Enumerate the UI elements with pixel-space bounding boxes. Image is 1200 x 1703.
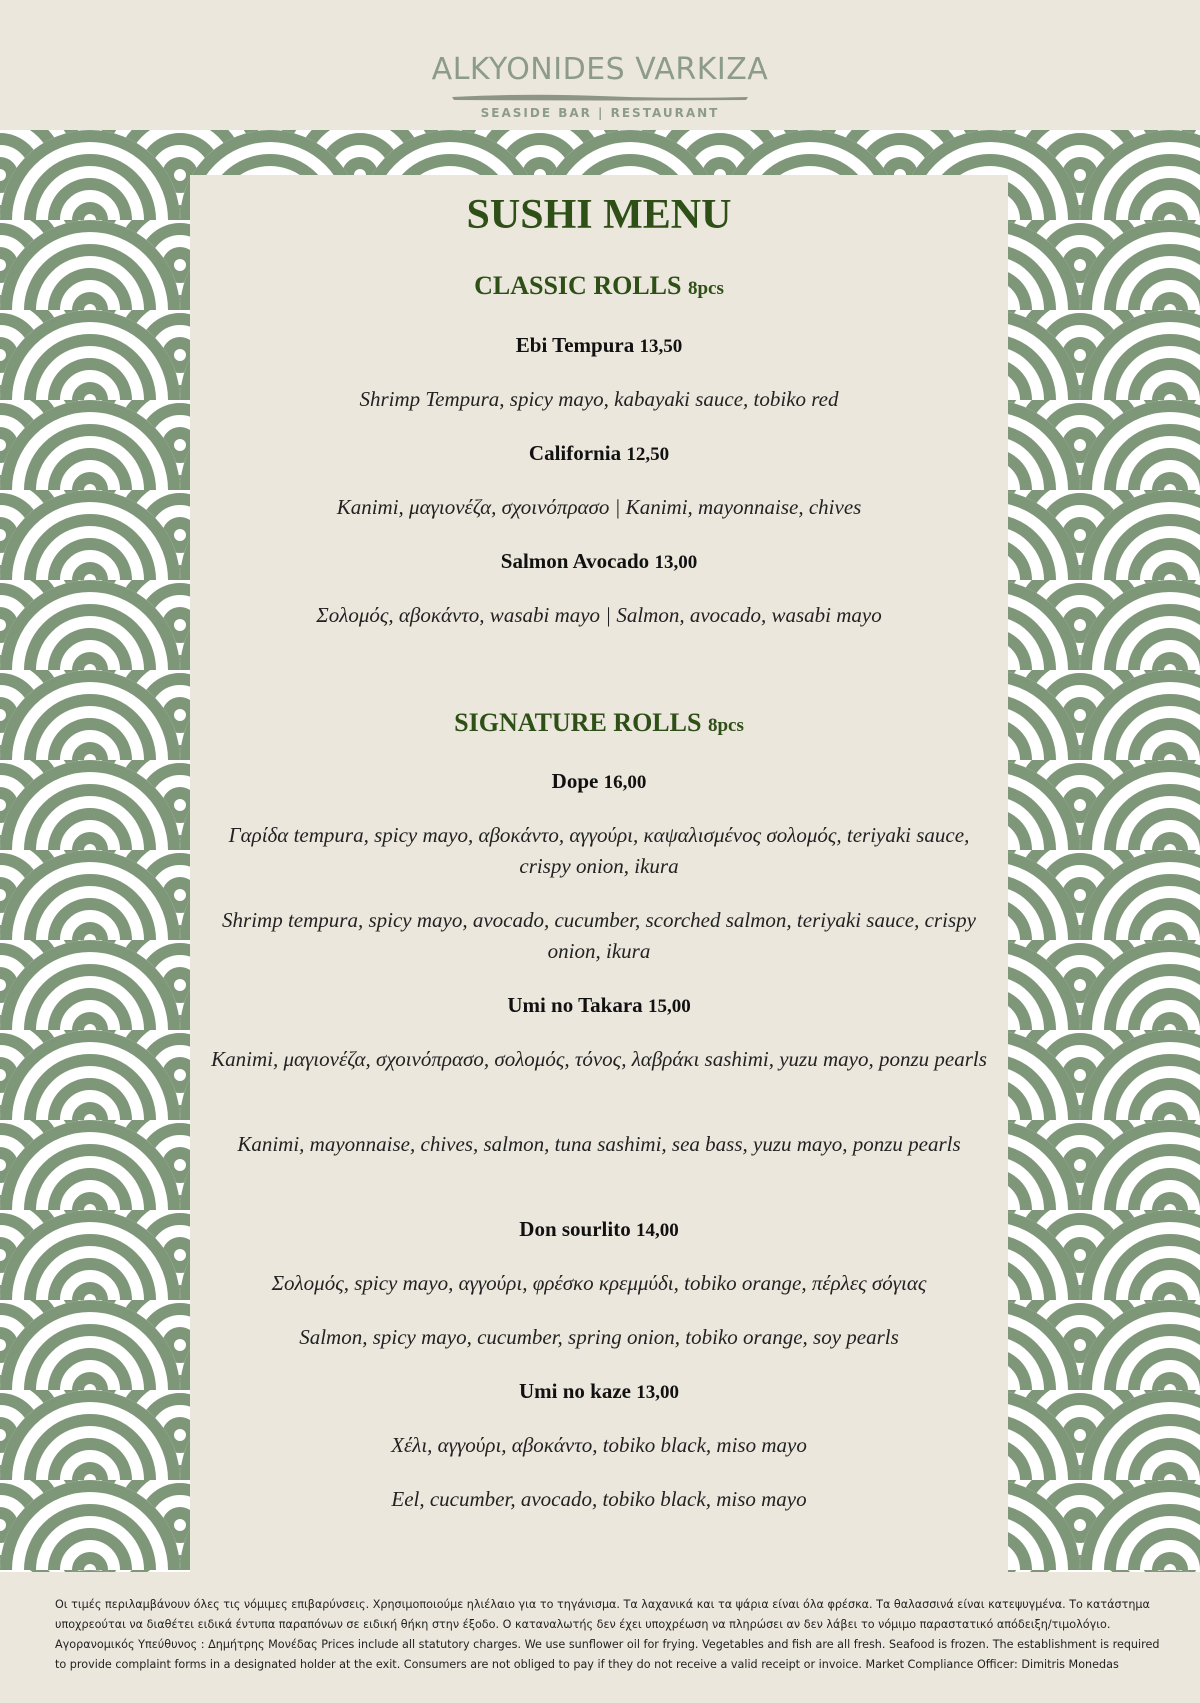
item-price: 13,50 (639, 336, 683, 357)
item-name: Don sourlito (519, 1217, 631, 1241)
menu-panel (190, 175, 1008, 1572)
menu-item-dope (190, 769, 1008, 794)
section-name: SIGNATURE ROLLS (454, 708, 702, 737)
item-name: Dope (551, 769, 599, 793)
section-pcs: 8pcs (707, 715, 744, 736)
item-description: Shrimp Tempura, spicy mayo, kabayaki sauce, tobiko red (359, 387, 839, 411)
menu-item-california (190, 441, 1008, 466)
item-description-english: Eel, cucumber, avocado, tobiko black, miso mayo (391, 1487, 807, 1511)
legal-footer: Οι τιμές περιλαμβάνουν όλες τις νόμιμες επιβαρύνσεις. Χρησιμοποιούμε ηλιέλαιο για το τηγάνισμα. Τα λαχανικά και τα ψάρια είναι όλα φρέσκα. Τα θαλασσινά είναι κατεψυγμένα. Το κατάστημα υποχρεούται να διαθέτει ειδικά έντυπα παραπόνων σε ειδική θήκη στην έξοδο. Ο καταναλωτής δεν έχει υποχρέωση να πληρώσει αν δεν λάβει το νόμιμο παραστατικό απόδειξη/τιμολόγιο. Αγορανομικός Υπεύθυνος : Δημήτρης Μονέδας Prices include all statutory charges. We use sunflower oil for frying. Vegetables and fish are all fresh. Seafood is frozen. The establishment is required to provide complaint forms in a designated holder at the exit. Consumers are not obliged to pay if they do not receive a valid receipt or invoice. Market Compliance Officer: Dimitris Monedas (55, 1598, 1160, 1671)
brand-logo: ALKYONIDES VARKIZA (431, 52, 769, 87)
brush-stroke-underline (450, 92, 750, 102)
item-description: Kanimi, μαγιονέζα, σχοινόπρασο | Kanimi, mayonnaise, chives (336, 495, 862, 519)
item-description-english: Shrimp tempura, spicy mayo, avocado, cucumber, scorched salmon, teriyaki sauce, crispy onion, ikura (222, 908, 976, 963)
menu-item-salmon-avocado (190, 549, 1008, 574)
item-description-greek: Γαρίδα tempura, spicy mayo, αβοκάντο, αγγούρι, καψαλισμένος σολομός, teriyaki sauce, crispy onion, ikura (228, 823, 970, 878)
item-price: 14,00 (635, 1220, 679, 1241)
section-name: CLASSIC ROLLS (474, 271, 682, 300)
item-description-greek: Σολομός, spicy mayo, αγγούρι, φρέσκο κρεμμύδι, tobiko orange, πέρλες σόγιας (271, 1271, 927, 1295)
item-price: 15,00 (647, 996, 691, 1017)
item-name: California (528, 441, 622, 465)
item-description: Σολομός, αβοκάντο, wasabi mayo | Salmon, avocado, wasabi mayo (316, 603, 882, 627)
item-price: 13,00 (654, 552, 698, 573)
menu-item-umi-no-takara (190, 993, 1008, 1018)
item-name: Umi no Takara (507, 993, 643, 1017)
item-name: Ebi Tempura (515, 333, 635, 357)
item-description-english: Kanimi, mayonnaise, chives, salmon, tuna sashimi, sea bass, yuzu mayo, ponzu pearls (237, 1132, 961, 1156)
brand-tagline: SEASIDE BAR | RESTAURANT (480, 106, 720, 120)
menu-item-don-sourlito (190, 1217, 1008, 1242)
item-name: Salmon Avocado (500, 549, 650, 573)
menu-title: SUSHI MENU (466, 192, 732, 238)
menu-item-ebi-tempura (190, 333, 1008, 358)
item-price: 16,00 (603, 772, 647, 793)
item-description-greek: Χέλι, αγγούρι, αβοκάντο, tobiko black, miso mayo (391, 1433, 807, 1457)
menu-item-umi-no-kaze (190, 1379, 1008, 1404)
item-description-english: Salmon, spicy mayo, cucumber, spring onion, tobiko orange, soy pearls (299, 1325, 899, 1349)
section-heading-classic (190, 271, 1008, 301)
item-price: 13,00 (636, 1382, 679, 1403)
item-description-greek: Kanimi, μαγιονέζα, σχοινόπρασο, σολομός, τόνος, λαβράκι sashimi, yuzu mayo, ponzu pearls (211, 1047, 987, 1071)
item-name: Umi no kaze (519, 1379, 631, 1403)
header (0, 0, 1200, 130)
item-price: 12,50 (626, 444, 670, 465)
section-pcs: 8pcs (687, 278, 724, 299)
section-heading-signature (190, 708, 1008, 738)
